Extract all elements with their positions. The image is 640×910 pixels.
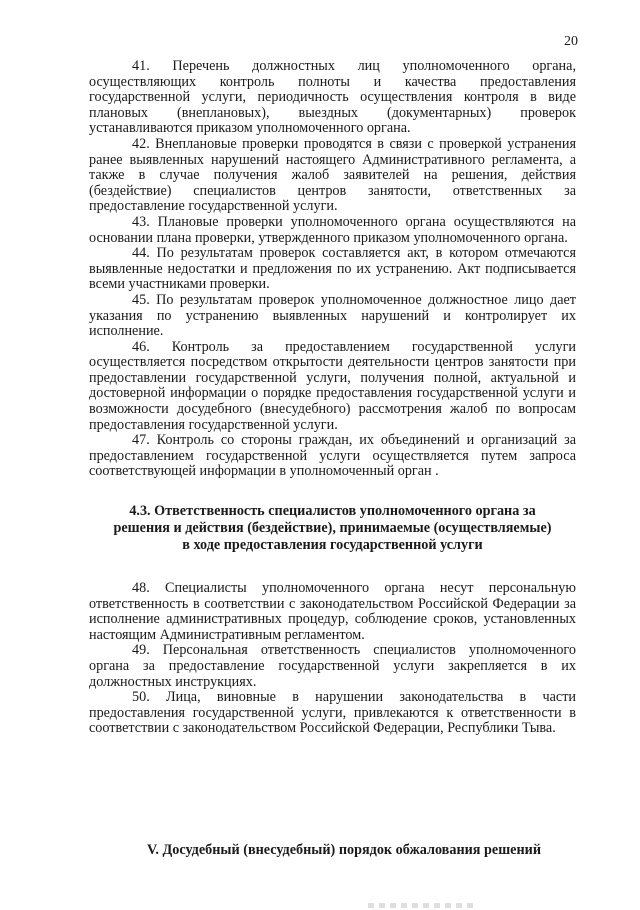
heading-line-2: решения и действия (бездействие), принимаемые (осуществляемые) xyxy=(113,520,552,537)
section-title-v: V. Досудебный (внесудебный) порядок обжалования решений xyxy=(147,842,541,858)
scan-artifact xyxy=(368,903,478,908)
paragraph-48: 48. Специалисты уполномоченного органа несут персональную ответственность в соответствии с законодательством Российской Федерации за исполнение административных процедур, соблюдение сроков, установленных настоящим Административным регламентом. xyxy=(89,580,576,643)
paragraph-49: 49. Персональная ответственность специалистов уполномоченного органа за предоставление государственной услуги закрепляется в их должностных инструкциях. xyxy=(89,642,576,690)
heading-line-3: в ходе предоставления государственной услуги xyxy=(182,537,483,554)
paragraph-44: 44. По результатам проверок составляется акт, в котором отмечаются выявленные недостатки и предложения по их устранению. Акт подписывается всеми участниками проверки. xyxy=(89,245,576,293)
paragraph-43: 43. Плановые проверки уполномоченного органа осуществляются на основании плана проверки, утвержденного приказом уполномоченного органа. xyxy=(89,213,576,246)
page-number: 20 xyxy=(564,34,578,49)
heading-line-1: 4.3. Ответственность специалистов уполномоченного органа за xyxy=(129,503,536,520)
paragraph-46: 46. Контроль за предоставлением государственной услуги осуществляется посредством открытости деятельности центров занятости при предоставлении государственной услуги, получения полной, актуальной и достоверной информации о порядке предоставления государственной услуги и возможности досудебного (внесудебного) рассмотрения жалоб по вопросам предоставления государственной услуги. xyxy=(89,338,576,433)
paragraph-45: 45. По результатам проверок уполномоченное должностное лицо дает указания по устранению выявленных нарушений и контролирует их исполнение. xyxy=(89,291,576,340)
paragraph-42: 42. Внеплановые проверки проводятся в связи с проверкой устранения ранее выявленных нарушений настоящего Административного регламента, а также в случае получения жалоб заявителей на решения, действия (бездействие) специалистов центров занятости, ответственных за предоставление государственной услуги. xyxy=(89,135,576,215)
paragraph-47: 47. Контроль со стороны граждан, их объединений и организаций за предоставлением государственной услуги осуществляется путем запроса соответствующей информации в уполномоченный орган . xyxy=(89,432,576,480)
section-heading-4-3 xyxy=(89,503,576,554)
paragraph-50: 50. Лица, виновные в нарушении законодательства в части предоставления государственной услуги, привлекаются к ответственности в соответствии с законодательством Российской Федерации, Республики Тыва. xyxy=(89,689,576,737)
paragraph-41: 41. Перечень должностных лиц уполномоченного органа, осуществляющих контроль полноты и качества предоставления государственной услуги, периодичность осуществления контроля в виде плановых (внеплановых), выездных (документарных) проверок устанавливаются приказом уполномоченного органа. xyxy=(89,58,576,137)
document-body xyxy=(89,59,576,737)
